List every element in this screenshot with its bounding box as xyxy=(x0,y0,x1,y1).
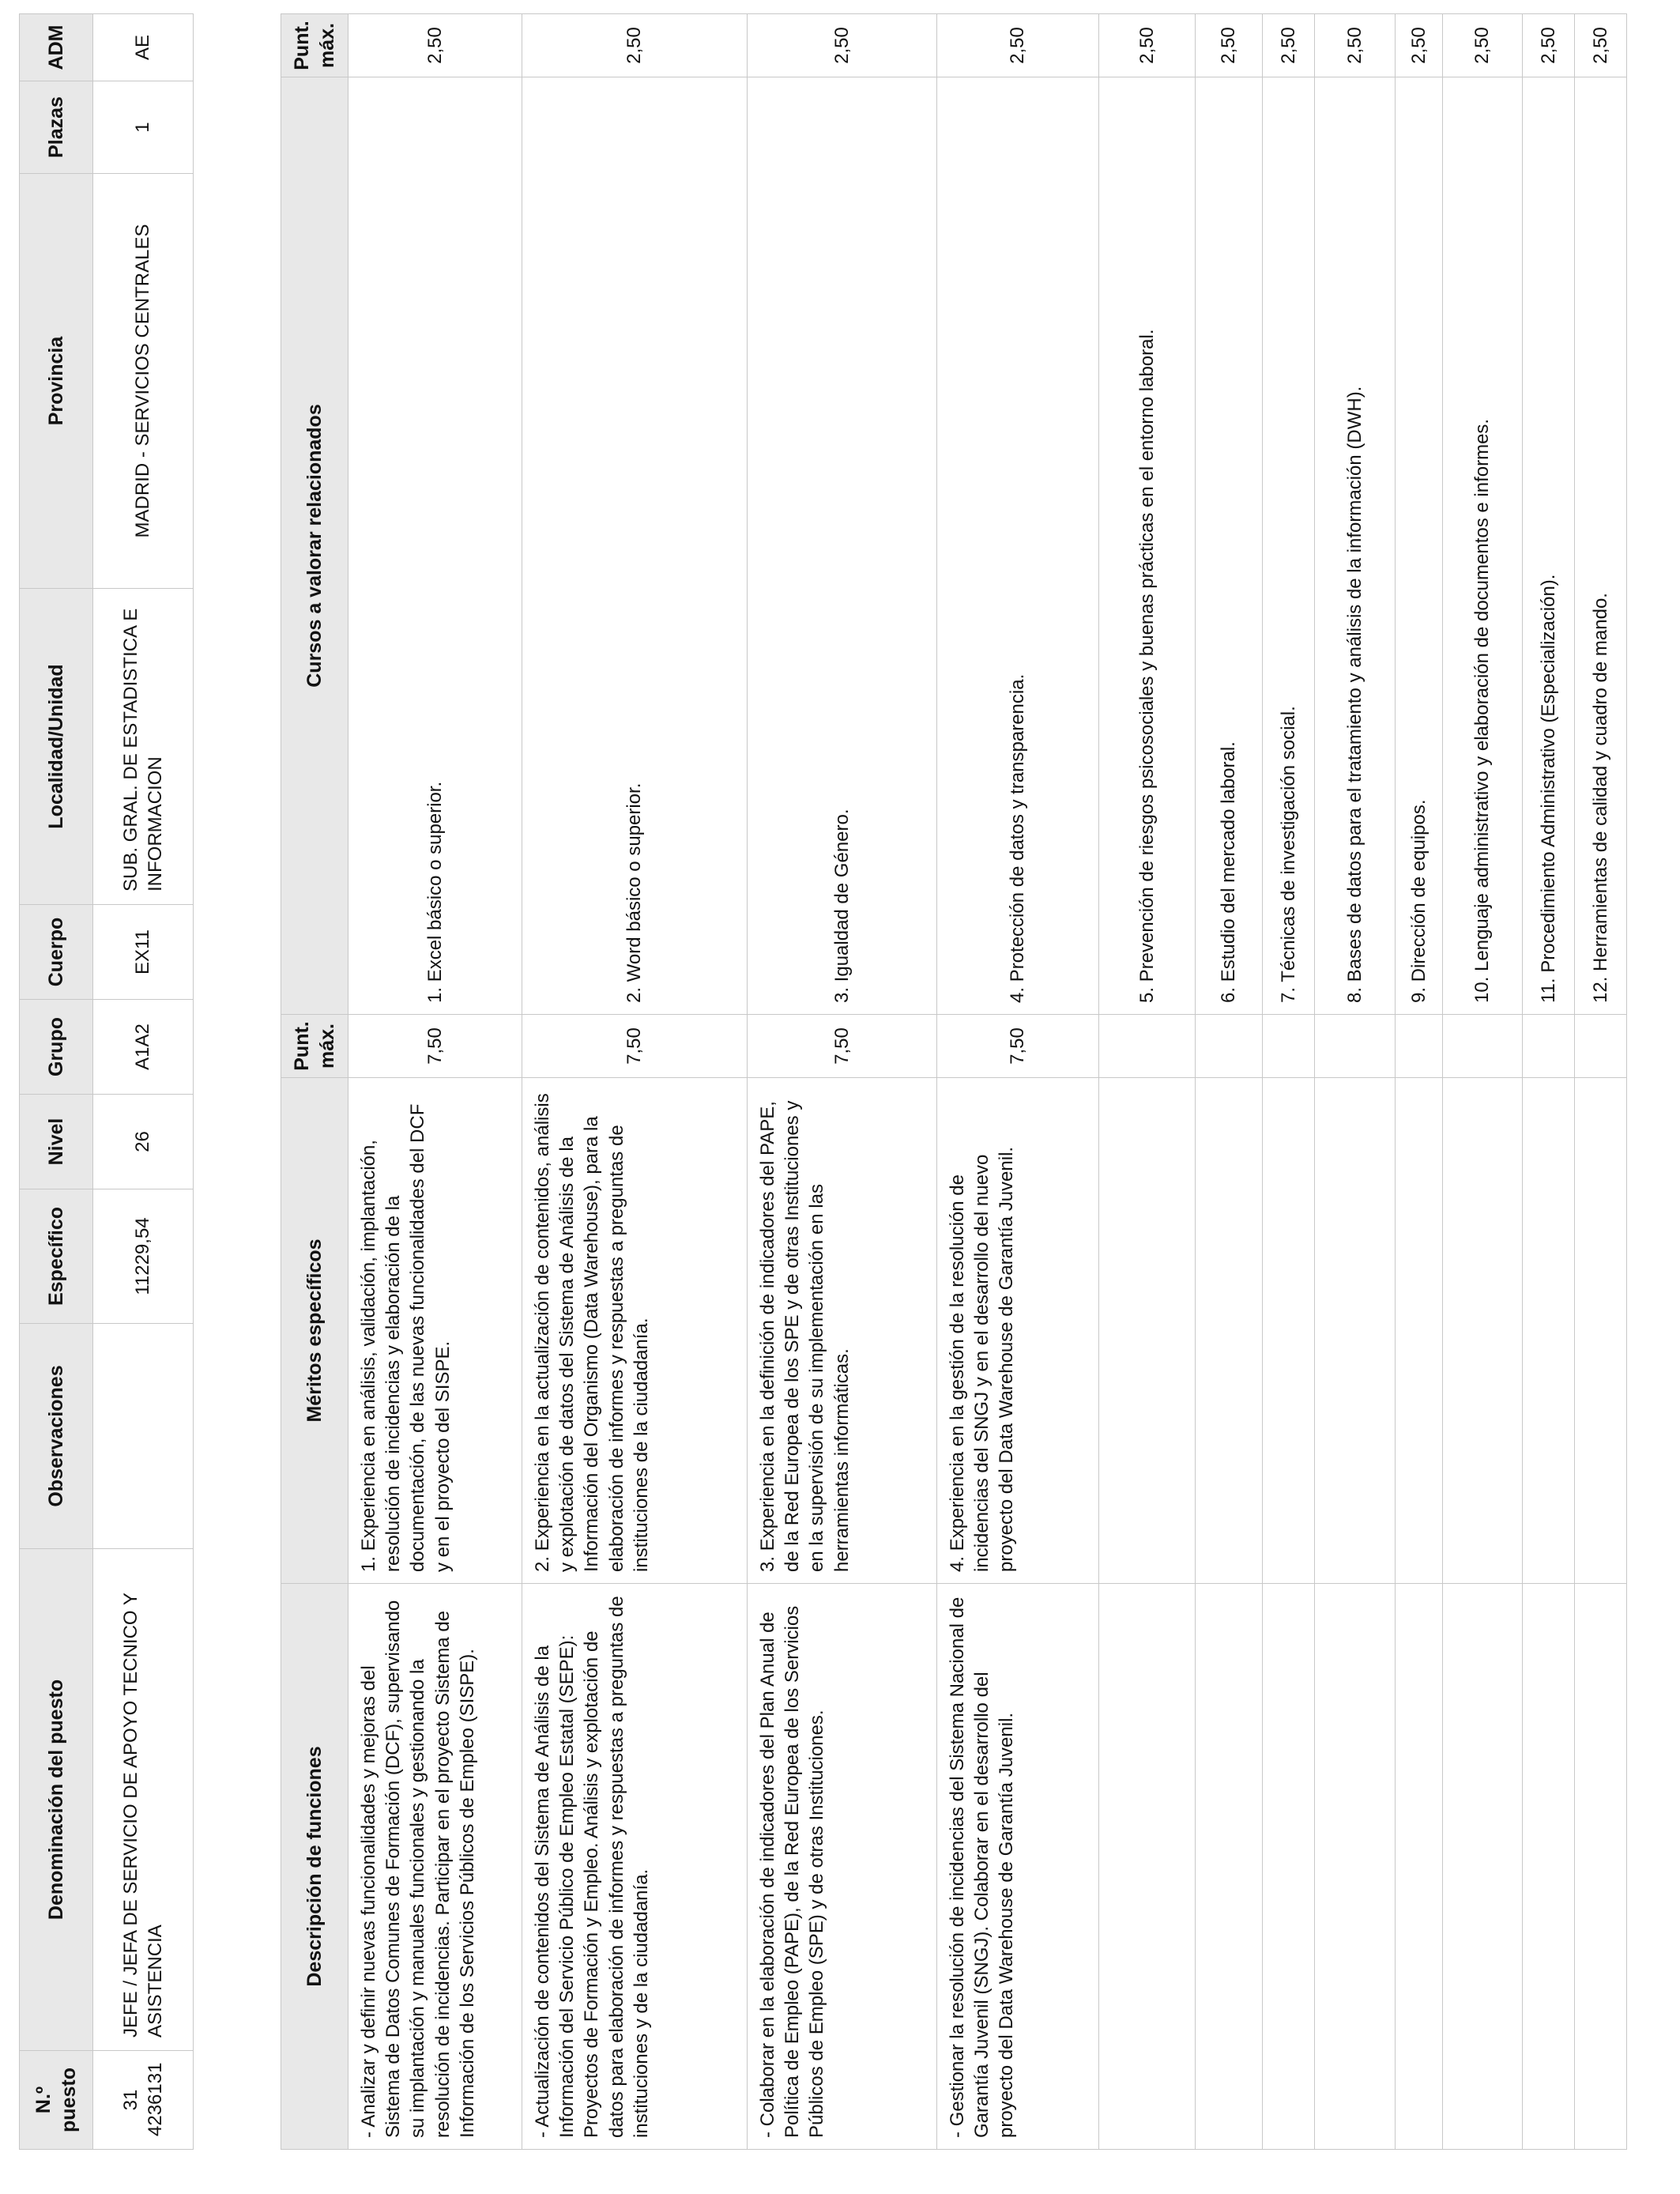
punt-curso-cell: 2,50 xyxy=(1575,14,1627,77)
funcion-cell: - Gestionar la resolución de incidencias del Sistema Nacional de Garantía Juvenil (SNGJ). Colaborar en el desarrollo del proyecto del Data Warehouse de Garantía Juvenil. xyxy=(937,1584,1099,2150)
punt-merito-cell: 7,50 xyxy=(937,1015,1099,1078)
punt-curso-cell: 2,50 xyxy=(1099,14,1196,77)
merito-cell xyxy=(1099,1078,1196,1584)
merito-cell: 4. Experiencia en la gestión de la resolución de incidencias del SNGJ y en el desarrollo del nuevo proyecto del Data Warehouse de Garantía Juvenil. xyxy=(937,1078,1099,1584)
curso-cell: 12. Herramientas de calidad y cuadro de mando. xyxy=(1575,77,1627,1015)
header-meritos: Méritos específicos xyxy=(281,1078,348,1584)
punt-merito-cell: 7,50 xyxy=(748,1015,937,1078)
header-punt-meritos: Punt. máx. xyxy=(281,1015,348,1078)
merito-cell: 2. Experiencia en la actualización de contenidos, análisis y explotación de datos del Sistema de Análisis de la Información del Organismo (Data Warehouse), para la elaboración de informes y respuestas a preguntas de instituciones de la ciudadanía. xyxy=(522,1078,748,1584)
merits-row xyxy=(1099,14,1196,2150)
punt-curso-cell: 2,50 xyxy=(522,14,748,77)
punt-merito-cell: 7,50 xyxy=(348,1015,522,1078)
funcion-cell xyxy=(1575,1584,1627,2150)
header-grupo: Grupo xyxy=(20,1000,93,1095)
header-observaciones: Observaciones xyxy=(20,1324,93,1549)
punt-merito-cell xyxy=(1315,1015,1396,1078)
curso-cell: 4. Protección de datos y transparencia. xyxy=(937,77,1099,1015)
punt-merito-cell: 7,50 xyxy=(522,1015,748,1078)
header-funciones: Descripción de funciones xyxy=(281,1584,348,2150)
funcion-cell xyxy=(1396,1584,1443,2150)
header-plazas: Plazas xyxy=(20,81,93,174)
header-cuerpo: Cuerpo xyxy=(20,905,93,1000)
summary-header-row xyxy=(20,14,93,2150)
punt-merito-cell xyxy=(1443,1015,1523,1078)
merito-cell xyxy=(1443,1078,1523,1584)
merits-row xyxy=(1443,14,1523,2150)
funcion-cell xyxy=(1263,1584,1315,2150)
merits-body xyxy=(348,14,1627,2150)
punt-merito-cell xyxy=(1396,1015,1443,1078)
funcion-cell xyxy=(1443,1584,1523,2150)
cell-adm: AE xyxy=(93,14,194,81)
merits-row xyxy=(1196,14,1263,2150)
merits-row xyxy=(1396,14,1443,2150)
merits-row xyxy=(1523,14,1575,2150)
merits-row xyxy=(348,14,522,2150)
curso-cell: 5. Prevención de riesgos psicosociales y buenas prácticas en el entorno laboral. xyxy=(1099,77,1196,1015)
punt-curso-cell: 2,50 xyxy=(1196,14,1263,77)
curso-cell: 1. Excel básico o superior. xyxy=(348,77,522,1015)
punt-curso-cell: 2,50 xyxy=(1443,14,1523,77)
merits-row xyxy=(937,14,1099,2150)
cell-localidad: SUB. GRAL. DE ESTADISTICA E INFORMACION xyxy=(93,589,194,905)
punt-curso-cell: 2,50 xyxy=(937,14,1099,77)
curso-cell: 3. Igualdad de Género. xyxy=(748,77,937,1015)
merito-cell xyxy=(1396,1078,1443,1584)
cell-denominacion: JEFE / JEFA DE SERVICIO DE APOYO TECNICO Y ASISTENCIA xyxy=(93,1549,194,2051)
curso-cell: 8. Bases de datos para el tratamiento y análisis de la información (DWH). xyxy=(1315,77,1396,1015)
puesto-orden: 31 xyxy=(119,2089,141,2111)
merito-cell: 1. Experiencia en análisis, validación, implantación, resolución de incidencias y elaboración de la documentación, de las nuevas funcionalidades del DCF y en el proyecto del SISPE. xyxy=(348,1078,522,1584)
merits-row xyxy=(748,14,937,2150)
header-punt-cursos: Punt. máx. xyxy=(281,14,348,77)
header-adm: ADM xyxy=(20,14,93,81)
cell-provincia: MADRID - SERVICIOS CENTRALES xyxy=(93,174,194,589)
cell-grupo: A1A2 xyxy=(93,1000,194,1095)
merits-row xyxy=(1263,14,1315,2150)
funcion-cell xyxy=(1196,1584,1263,2150)
summary-data-row xyxy=(93,14,194,2150)
header-nivel: Nivel xyxy=(20,1095,93,1189)
header-cursos: Cursos a valorar relacionados xyxy=(281,77,348,1015)
punt-curso-cell: 2,50 xyxy=(348,14,522,77)
funcion-cell xyxy=(1315,1584,1396,2150)
curso-cell: 9. Dirección de equipos. xyxy=(1396,77,1443,1015)
cell-especifico: 11229,54 xyxy=(93,1189,194,1324)
punt-curso-cell: 2,50 xyxy=(1263,14,1315,77)
merito-cell xyxy=(1575,1078,1627,1584)
merito-cell xyxy=(1263,1078,1315,1584)
merits-row xyxy=(1575,14,1627,2150)
punt-curso-cell: 2,50 xyxy=(748,14,937,77)
header-denominacion: Denominación del puesto xyxy=(20,1549,93,2051)
punt-curso-cell: 2,50 xyxy=(1315,14,1396,77)
funcion-cell: - Actualización de contenidos del Sistema de Análisis de la Información del Servicio Público de Empleo Estatal (SEPE): Proyectos de Formación y Empleo. Análisis y explotación de datos para elaboración de informes y respuestas a preguntas de instituciones y de la ciudadanía. xyxy=(522,1584,748,2150)
header-numero-puesto: N.º puesto xyxy=(20,2051,93,2150)
merits-row xyxy=(1315,14,1396,2150)
funcion-cell xyxy=(1099,1584,1196,2150)
punt-curso-cell: 2,50 xyxy=(1396,14,1443,77)
merits-table xyxy=(281,13,1627,2150)
cell-numero-puesto xyxy=(93,2051,194,2150)
cell-observaciones xyxy=(93,1324,194,1549)
funcion-cell: - Colaborar en la elaboración de indicadores del Plan Anual de Política de Empleo (PAPE), de la Red Europea de los Servicios Públicos de Empleo (SPE) y de otras Instituciones. xyxy=(748,1584,937,2150)
header-localidad: Localidad/Unidad xyxy=(20,589,93,905)
cell-plazas: 1 xyxy=(93,81,194,174)
puesto-codigo: 4236131 xyxy=(145,2062,166,2136)
punt-merito-cell xyxy=(1575,1015,1627,1078)
merito-cell xyxy=(1315,1078,1396,1584)
merito-cell xyxy=(1196,1078,1263,1584)
position-summary-table xyxy=(19,13,194,2150)
funcion-cell xyxy=(1523,1584,1575,2150)
curso-cell: 10. Lenguaje administrativo y elaboración de documentos e informes. xyxy=(1443,77,1523,1015)
merito-cell xyxy=(1523,1078,1575,1584)
punt-merito-cell xyxy=(1263,1015,1315,1078)
curso-cell: 11. Procedimiento Administrativo (Especialización). xyxy=(1523,77,1575,1015)
curso-cell: 7. Técnicas de investigación social. xyxy=(1263,77,1315,1015)
header-especifico: Específico xyxy=(20,1189,93,1324)
punt-merito-cell xyxy=(1196,1015,1263,1078)
merits-header-row xyxy=(281,14,348,2150)
punt-curso-cell: 2,50 xyxy=(1523,14,1575,77)
curso-cell: 6. Estudio del mercado laboral. xyxy=(1196,77,1263,1015)
funcion-cell: - Analizar y definir nuevas funcionalidades y mejoras del Sistema de Datos Comunes de Formación (DCF), supervisando su implantación y manuales funcionales y gestionando la resolución de incidencias. Participar en el proyecto Sistema de Información de los Servicios Públicos de Empleo (SISPE). xyxy=(348,1584,522,2150)
merito-cell: 3. Experiencia en la definición de indicadores del PAPE, de la Red Europea de los SPE y de otras Instituciones y en la supervisión de su implementación en las herramientas informáticas. xyxy=(748,1078,937,1584)
punt-merito-cell xyxy=(1099,1015,1196,1078)
header-provincia: Provincia xyxy=(20,174,93,589)
curso-cell: 2. Word básico o superior. xyxy=(522,77,748,1015)
merits-row xyxy=(522,14,748,2150)
cell-nivel: 26 xyxy=(93,1095,194,1189)
punt-merito-cell xyxy=(1523,1015,1575,1078)
cell-cuerpo: EX11 xyxy=(93,905,194,1000)
